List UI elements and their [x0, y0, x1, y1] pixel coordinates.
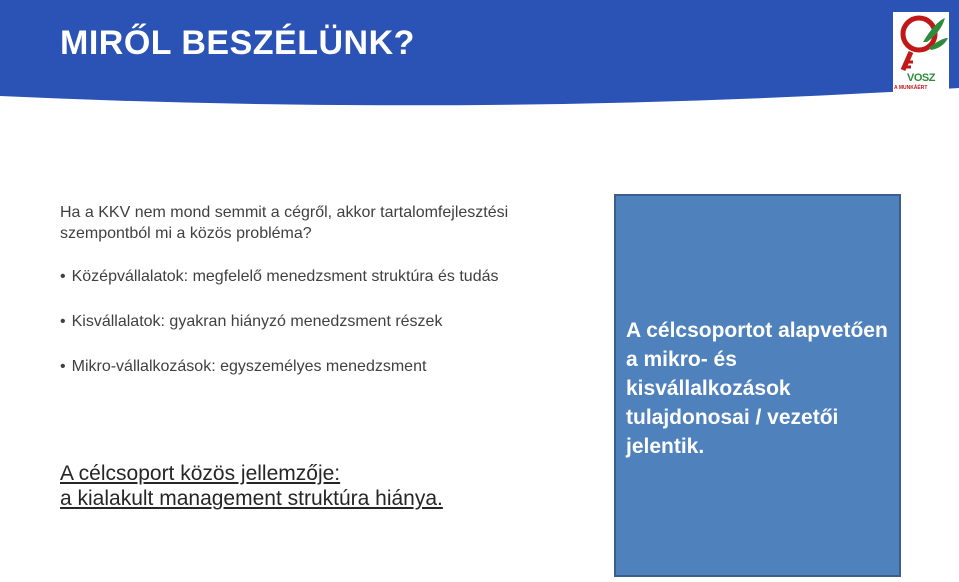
- bullet-item: [60, 266, 580, 287]
- intro-question: Ha a KKV nem mond semmit a cégről, akkor tartalomfejlesztési szempontból mi a közös probléma?: [60, 204, 509, 242]
- conclusion-line-2: a kialakult management struktúra hiánya.: [60, 487, 443, 510]
- bullet-text: Középvállalatok: megfelelő menedzsment struktúra és tudás: [71, 268, 499, 285]
- conclusion: [60, 461, 580, 511]
- bullet-dot-icon: •: [60, 358, 66, 375]
- vosz-logo: [893, 12, 949, 94]
- bullet-item: [60, 356, 580, 377]
- bullet-text: Mikro-vállalkozások: egyszemélyes menedzsment: [71, 358, 427, 375]
- bullet-dot-icon: •: [60, 268, 66, 285]
- bullet-dot-icon: •: [60, 313, 66, 330]
- callout-box: [614, 194, 901, 577]
- bullet-list: [60, 266, 580, 377]
- logo-subtitle: A MUNKÁÉRT: [894, 85, 928, 91]
- vosz-logo-icon: [893, 12, 949, 72]
- bullet-item: [60, 311, 580, 332]
- logo-word: VOSZ: [907, 72, 935, 84]
- bullet-text: Kisvállalatok: gyakran hiányzó menedzsment részek: [71, 313, 443, 330]
- main-content: [60, 202, 580, 401]
- conclusion-line-1: A célcsoport közös jellemzője:: [60, 462, 341, 485]
- slide-title: MIRŐL BESZÉLÜNK?: [60, 24, 415, 62]
- callout-text: A célcsoportot alapvetően a mikro- és kisvállalkozások tulajdonosai / vezetői jelentik.: [626, 319, 888, 458]
